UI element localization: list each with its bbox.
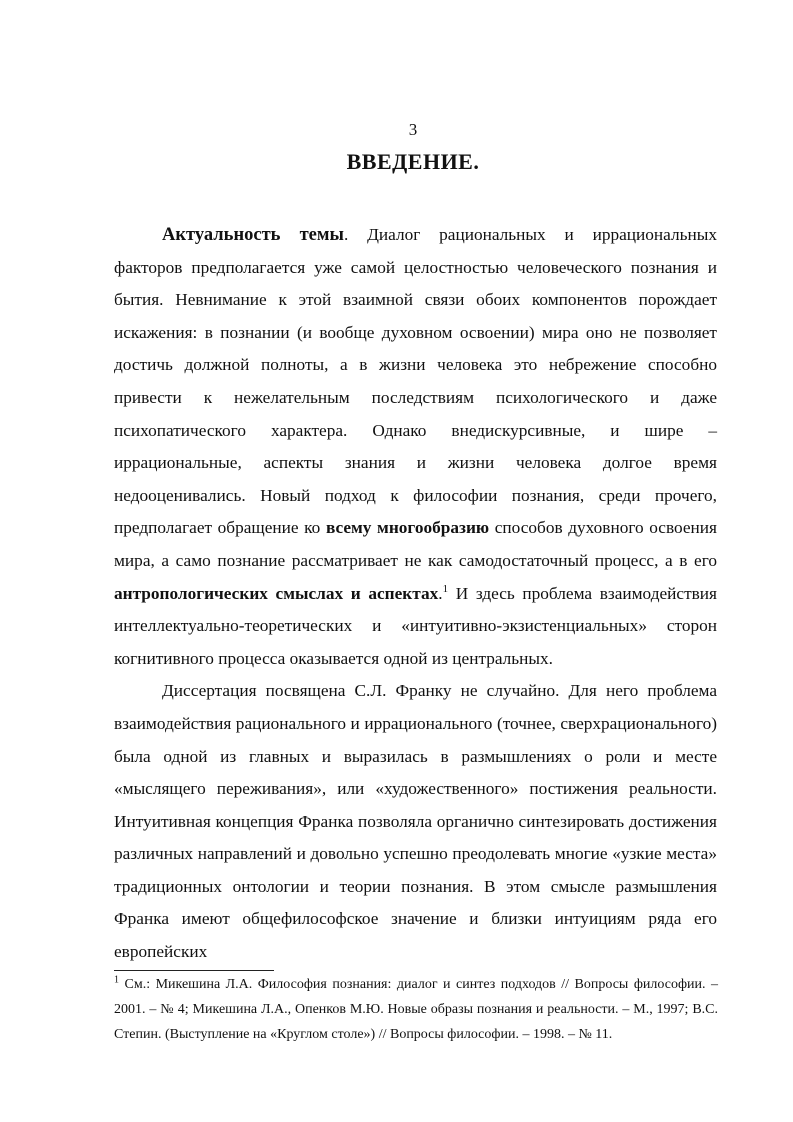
relevance-heading: Актуальность темы: [162, 225, 344, 245]
page-title: ВВЕДЕНИЕ.: [346, 149, 480, 174]
paragraph-relevance: [114, 219, 717, 675]
body-text: [114, 219, 717, 969]
footnote-reference[interactable]: 1: [442, 582, 449, 595]
paragraph-text: способов духовного освоения мира, а само познание рассматривает не как самодостаточный процесс, а в его: [114, 518, 717, 570]
paragraph-text: . Диалог рациональных и иррациональных факторов предполагается уже самой целостностью человеческого познания и бытия. Невнимание к этой взаимной связи обоих компонентов порождает искажения: в познании (и вообще духовном освоении) мира оно не позволяет достичь должной полноты, а в жизни человека это небрежение способно привести к нежелательным последствиям психологического и даже психопатического характера. Однако внедискурсивные, и шире – иррациональные, аспекты знания и жизни человека долгое время недооценивались. Новый подход к философии познания, среди прочего, предполагает обращение ко: [114, 225, 718, 538]
footnote: [114, 972, 718, 1047]
bold-phrase: антропологических смыслах и аспектах: [114, 583, 439, 603]
footnote-text: См.: Микешина Л.А. Философия познания: диалог и синтез подходов // Вопросы философии. – 2001. – № 4; Микешина Л.А., Опенков М.Ю. Новые образы познания и реальности. – М., 1997; В.С. Степин. (Выступление на «Круглом столе») // Вопросы философии. – 1998. – № 11.: [114, 977, 718, 1042]
page-number: 3: [408, 120, 418, 139]
paragraph-dissertation: Диссертация посвящена С.Л. Франку не случайно. Для него проблема взаимодействия рационального и иррационального (точнее, сверхрационального) была одной из главных и выразилась в размышлениях о роли и месте «мыслящего переживания», или «художественного» постижения реальности. Интуитивная концепция Франка позволяла органично синтезировать достижения различных направлений и довольно успешно преодолевать многие «узкие места» традиционных онтологии и теории познания. В этом смысле размышления Франка имеют общефилософское значение и близки интуициям ряда его европейских: [114, 681, 717, 962]
bold-phrase: всему многообразию: [325, 518, 490, 538]
footnote-mark: 1: [114, 974, 119, 986]
footnote-divider: [114, 970, 274, 971]
paragraph-text: И здесь проблема взаимодействия интеллектуально-теоретических и «интуитивно-экзистенциальных» сторон когнитивного процесса оказывается одной из центральных.: [114, 583, 717, 668]
paragraph-text: .: [438, 583, 443, 603]
